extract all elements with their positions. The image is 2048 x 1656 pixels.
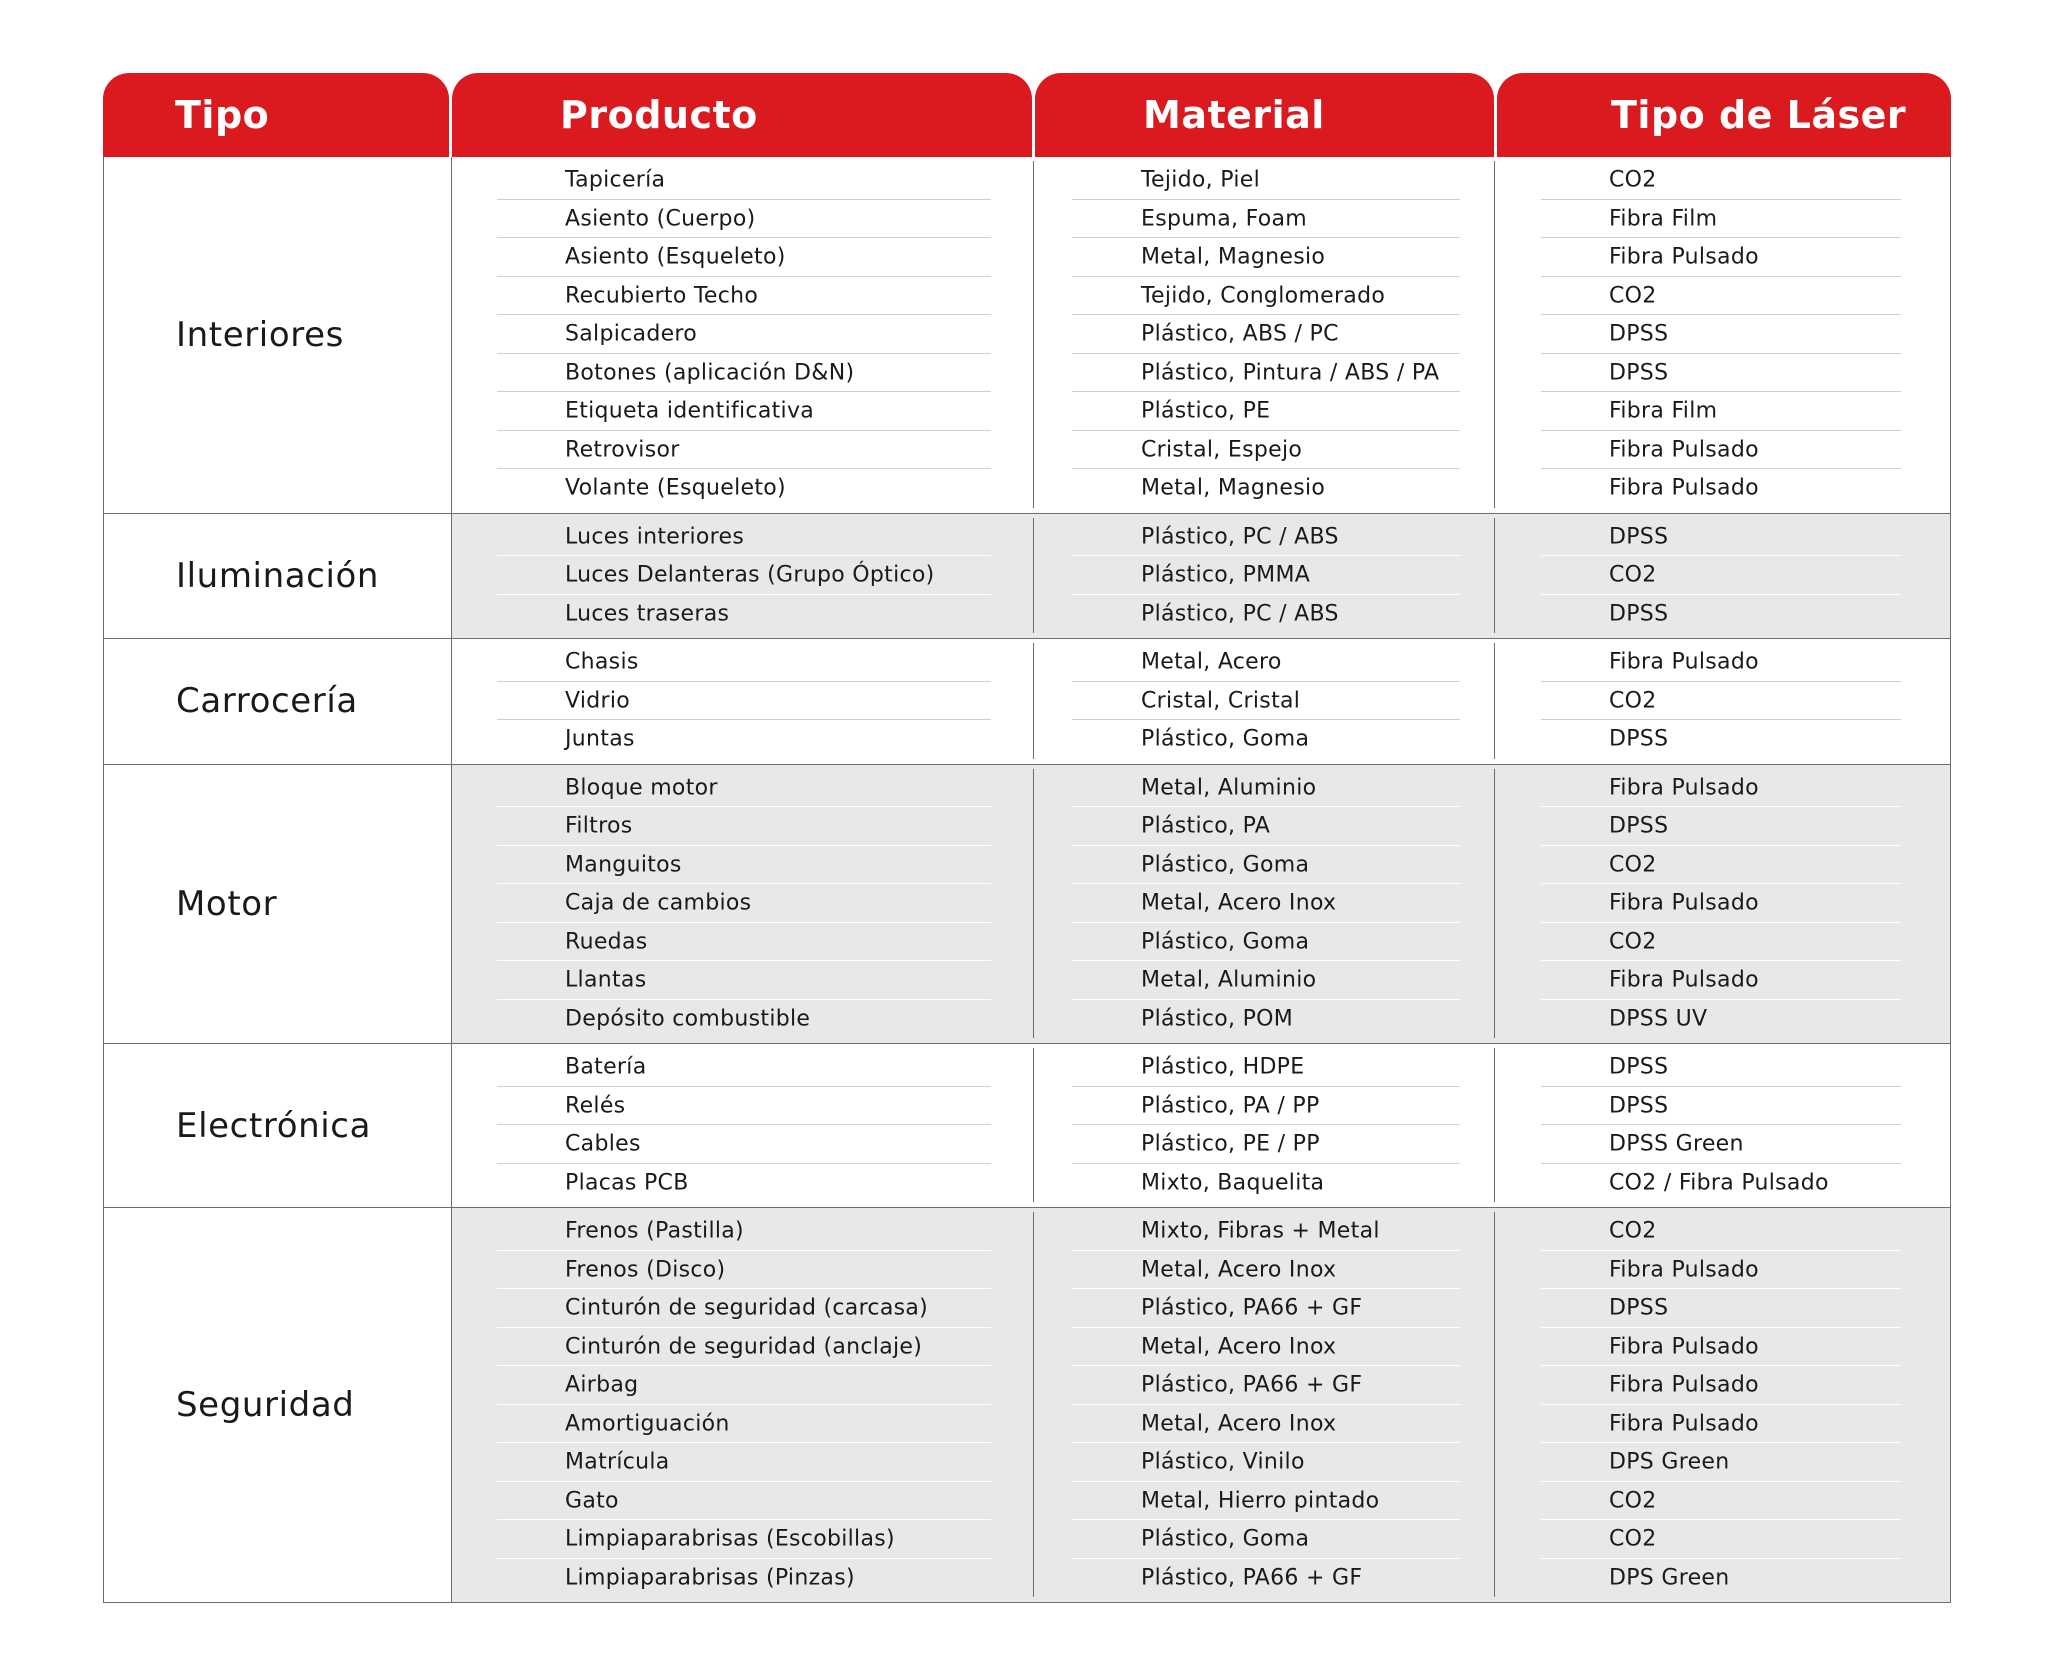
table-row: [452, 1212, 1950, 1251]
product-cell: [452, 923, 1034, 962]
material-cell-text: Tejido, Piel: [1141, 167, 1261, 193]
category-rows: [452, 1208, 1950, 1602]
category-rows: [452, 639, 1950, 764]
product-cell-text: Etiqueta identificativa: [565, 398, 815, 424]
product-cell-text: Tapicería: [565, 167, 666, 193]
laser-type-cell: [1495, 469, 1950, 508]
laser-type-cell-text: CO2: [1609, 1526, 1657, 1552]
table-row: [452, 1482, 1950, 1521]
laser-type-cell: [1495, 961, 1950, 1000]
table-row: [452, 961, 1950, 1000]
material-cell-text: Metal, Acero Inox: [1141, 890, 1337, 916]
laser-type-cell-text: Fibra Pulsado: [1609, 967, 1759, 993]
table-row: [452, 1164, 1950, 1203]
category-group: [104, 513, 1950, 639]
product-cell-text: Limpiaparabrisas (Pinzas): [565, 1565, 855, 1591]
material-cell-text: Metal, Magnesio: [1141, 244, 1326, 270]
laser-type-cell: [1495, 884, 1950, 923]
category-group: [104, 638, 1950, 764]
material-cell-text: Plástico, PA: [1141, 813, 1271, 839]
product-cell: [452, 469, 1034, 508]
table-row: [452, 161, 1950, 200]
laser-type-cell-text: Fibra Pulsado: [1609, 1411, 1759, 1437]
product-cell: [452, 1087, 1034, 1126]
material-cell: [1034, 1482, 1495, 1521]
laser-type-cell: [1495, 518, 1950, 557]
laser-type-cell-text: Fibra Film: [1609, 398, 1718, 424]
material-cell: [1034, 1212, 1495, 1251]
product-cell-text: Amortiguación: [565, 1411, 730, 1437]
laser-type-cell-text: DPSS: [1609, 813, 1669, 839]
product-cell-text: Manguitos: [565, 852, 682, 878]
table-row: [452, 720, 1950, 759]
laser-type-cell-text: DPSS: [1609, 524, 1669, 550]
material-cell-text: Plástico, Goma: [1141, 852, 1310, 878]
product-cell-text: Vidrio: [565, 688, 631, 714]
product-cell-text: Luces traseras: [565, 601, 730, 627]
laser-type-cell-text: DPSS: [1609, 601, 1669, 627]
table-row: [452, 643, 1950, 682]
table-row: [452, 1125, 1950, 1164]
material-cell-text: Cristal, Cristal: [1141, 688, 1301, 714]
product-cell-text: Cinturón de seguridad (carcasa): [565, 1295, 929, 1321]
material-cell: [1034, 200, 1495, 239]
product-cell: [452, 200, 1034, 239]
table-row: [452, 846, 1950, 885]
header-tipo: Tipo: [103, 73, 449, 157]
laser-type-cell-text: Fibra Pulsado: [1609, 775, 1759, 801]
laser-type-cell: [1495, 1520, 1950, 1559]
product-cell: [452, 1482, 1034, 1521]
category-rows: [452, 157, 1950, 513]
category-rows: [452, 1044, 1950, 1207]
product-cell-text: Placas PCB: [565, 1170, 689, 1196]
table-row: [452, 1289, 1950, 1328]
material-cell: [1034, 595, 1495, 634]
product-cell-text: Bloque motor: [565, 775, 718, 801]
material-cell: [1034, 354, 1495, 393]
table-row: [452, 1000, 1950, 1039]
laser-type-cell: [1495, 1212, 1950, 1251]
laser-type-cell-text: Fibra Pulsado: [1609, 890, 1759, 916]
laser-type-cell: [1495, 556, 1950, 595]
table-row: [452, 1048, 1950, 1087]
product-cell: [452, 720, 1034, 759]
category-label: Seguridad: [104, 1208, 452, 1602]
table-row: [452, 277, 1950, 316]
material-cell: [1034, 1328, 1495, 1367]
laser-type-cell: [1495, 1048, 1950, 1087]
material-cell-text: Plástico, Goma: [1141, 929, 1310, 955]
material-cell-text: Espuma, Foam: [1141, 206, 1308, 232]
table-row: [452, 1366, 1950, 1405]
material-cell: [1034, 238, 1495, 277]
material-cell-text: Plástico, HDPE: [1141, 1054, 1305, 1080]
category-rows: [452, 765, 1950, 1044]
table-row: [452, 1328, 1950, 1367]
product-cell: [452, 354, 1034, 393]
laser-type-cell-text: Fibra Pulsado: [1609, 1372, 1759, 1398]
product-cell: [452, 961, 1034, 1000]
product-cell-text: Limpiaparabrisas (Escobillas): [565, 1526, 895, 1552]
product-cell: [452, 1289, 1034, 1328]
material-cell: [1034, 720, 1495, 759]
material-cell-text: Plástico, Goma: [1141, 726, 1310, 752]
material-cell-text: Tejido, Conglomerado: [1141, 283, 1386, 309]
category-group: [104, 1207, 1950, 1602]
product-cell: [452, 1125, 1034, 1164]
product-cell-text: Caja de cambios: [565, 890, 752, 916]
material-cell-text: Mixto, Baquelita: [1141, 1170, 1325, 1196]
product-cell: [452, 643, 1034, 682]
product-cell: [452, 1366, 1034, 1405]
material-cell-text: Plástico, PC / ABS: [1141, 524, 1339, 550]
material-cell-text: Plástico, POM: [1141, 1006, 1294, 1032]
table-row: [452, 1251, 1950, 1290]
product-cell: [452, 1520, 1034, 1559]
laser-type-cell-text: Fibra Pulsado: [1609, 475, 1759, 501]
material-cell: [1034, 961, 1495, 1000]
laser-type-cell: [1495, 315, 1950, 354]
laser-type-cell-text: DPSS: [1609, 1093, 1669, 1119]
product-cell-text: Cinturón de seguridad (anclaje): [565, 1334, 923, 1360]
table-row: [452, 354, 1950, 393]
material-cell-text: Cristal, Espejo: [1141, 437, 1303, 463]
table-body: [103, 157, 1951, 1603]
table-row: [452, 469, 1950, 508]
table-row: [452, 1405, 1950, 1444]
laser-type-cell: [1495, 769, 1950, 808]
laser-type-cell-text: DPSS UV: [1609, 1006, 1708, 1032]
material-cell-text: Plástico, Goma: [1141, 1526, 1310, 1552]
product-cell: [452, 1328, 1034, 1367]
material-cell: [1034, 556, 1495, 595]
laser-type-cell: [1495, 595, 1950, 634]
laser-type-cell: [1495, 682, 1950, 721]
product-cell: [452, 431, 1034, 470]
product-cell-text: Batería: [565, 1054, 647, 1080]
table-row: [452, 200, 1950, 239]
table-row: [452, 595, 1950, 634]
laser-type-cell-text: DPSS: [1609, 1295, 1669, 1321]
product-cell-text: Ruedas: [565, 929, 648, 955]
material-cell-text: Plástico, PA66 + GF: [1141, 1565, 1363, 1591]
laser-type-cell: [1495, 161, 1950, 200]
laser-type-cell-text: DPSS: [1609, 726, 1669, 752]
material-cell-text: Metal, Aluminio: [1141, 775, 1317, 801]
material-cell: [1034, 923, 1495, 962]
table-row: [452, 884, 1950, 923]
product-cell-text: Cables: [565, 1131, 641, 1157]
product-cell: [452, 1048, 1034, 1087]
material-cell: [1034, 1366, 1495, 1405]
laser-type-cell-text: CO2: [1609, 929, 1657, 955]
laser-type-cell: [1495, 1125, 1950, 1164]
laser-type-cell-text: Fibra Pulsado: [1609, 1334, 1759, 1360]
product-cell: [452, 392, 1034, 431]
product-cell: [452, 595, 1034, 634]
laser-type-cell: [1495, 1000, 1950, 1039]
laser-type-cell: [1495, 277, 1950, 316]
header-tipo-laser: Tipo de Láser: [1497, 73, 1951, 157]
laser-type-cell: [1495, 1405, 1950, 1444]
material-cell: [1034, 682, 1495, 721]
material-cell: [1034, 1520, 1495, 1559]
laser-type-cell-text: DPSS: [1609, 321, 1669, 347]
product-cell: [452, 807, 1034, 846]
material-cell: [1034, 392, 1495, 431]
table-row: [452, 1087, 1950, 1126]
product-cell: [452, 1251, 1034, 1290]
laser-type-cell: [1495, 643, 1950, 682]
material-cell-text: Mixto, Fibras + Metal: [1141, 1218, 1380, 1244]
product-cell-text: Gato: [565, 1488, 619, 1514]
table-header: [103, 73, 1951, 157]
laser-type-cell-text: Fibra Film: [1609, 206, 1718, 232]
material-cell: [1034, 1048, 1495, 1087]
product-cell-text: Relés: [565, 1093, 626, 1119]
laser-type-cell-text: CO2: [1609, 1488, 1657, 1514]
category-group: [104, 157, 1950, 513]
header-material: Material: [1035, 73, 1494, 157]
laser-type-cell: [1495, 923, 1950, 962]
laser-type-cell: [1495, 1087, 1950, 1126]
material-cell: [1034, 1164, 1495, 1203]
product-cell-text: Volante (Esqueleto): [565, 475, 786, 501]
header-producto: Producto: [452, 73, 1032, 157]
product-cell-text: Airbag: [565, 1372, 639, 1398]
table-row: [452, 315, 1950, 354]
material-cell-text: Plástico, PA / PP: [1141, 1093, 1320, 1119]
table-row: [452, 392, 1950, 431]
laser-type-cell: [1495, 1328, 1950, 1367]
category-rows: [452, 514, 1950, 639]
product-cell: [452, 1559, 1034, 1598]
material-cell-text: Plástico, PE / PP: [1141, 1131, 1320, 1157]
category-group: [104, 1043, 1950, 1207]
material-cell: [1034, 1289, 1495, 1328]
table-row: [452, 769, 1950, 808]
laser-type-cell: [1495, 1164, 1950, 1203]
laser-type-cell: [1495, 1559, 1950, 1598]
laser-type-cell: [1495, 431, 1950, 470]
category-label: Motor: [104, 765, 452, 1044]
material-cell-text: Plástico, PA66 + GF: [1141, 1295, 1363, 1321]
material-cell-text: Metal, Magnesio: [1141, 475, 1326, 501]
laser-type-cell: [1495, 1482, 1950, 1521]
category-label: Electrónica: [104, 1044, 452, 1207]
product-cell: [452, 1405, 1034, 1444]
laser-type-cell-text: CO2: [1609, 562, 1657, 588]
laser-type-cell: [1495, 354, 1950, 393]
material-cell: [1034, 846, 1495, 885]
material-cell: [1034, 884, 1495, 923]
product-cell: [452, 1000, 1034, 1039]
product-cell: [452, 1212, 1034, 1251]
product-cell-text: Filtros: [565, 813, 633, 839]
product-cell: [452, 769, 1034, 808]
table-row: [452, 1443, 1950, 1482]
table-row: [452, 1559, 1950, 1598]
laser-type-cell-text: DPS Green: [1609, 1449, 1730, 1475]
laser-type-cell-text: CO2: [1609, 852, 1657, 878]
product-cell: [452, 315, 1034, 354]
material-cell-text: Plástico, Vinilo: [1141, 1449, 1305, 1475]
material-cell: [1034, 1087, 1495, 1126]
product-cell-text: Salpicadero: [565, 321, 698, 347]
material-cell-text: Metal, Acero Inox: [1141, 1411, 1337, 1437]
product-cell-text: Depósito combustible: [565, 1006, 811, 1032]
laser-type-cell-text: CO2: [1609, 1218, 1657, 1244]
material-cell-text: Metal, Aluminio: [1141, 967, 1317, 993]
material-cell: [1034, 1559, 1495, 1598]
material-cell-text: Metal, Acero Inox: [1141, 1334, 1337, 1360]
product-cell-text: Asiento (Cuerpo): [565, 206, 756, 232]
product-cell: [452, 161, 1034, 200]
product-cell-text: Asiento (Esqueleto): [565, 244, 786, 270]
laser-type-cell: [1495, 238, 1950, 277]
laser-type-cell: [1495, 1443, 1950, 1482]
table-row: [452, 1520, 1950, 1559]
category-group: [104, 764, 1950, 1044]
product-cell-text: Luces interiores: [565, 524, 745, 550]
material-cell: [1034, 643, 1495, 682]
category-label: Iluminación: [104, 514, 452, 639]
category-label: Interiores: [104, 157, 452, 513]
table-row: [452, 238, 1950, 277]
material-cell: [1034, 1405, 1495, 1444]
laser-type-cell: [1495, 392, 1950, 431]
laser-type-cell-text: DPSS: [1609, 1054, 1669, 1080]
product-cell-text: Luces Delanteras (Grupo Óptico): [565, 562, 935, 588]
laser-type-cell-text: DPSS: [1609, 360, 1669, 386]
laser-type-cell: [1495, 1251, 1950, 1290]
laser-type-cell: [1495, 720, 1950, 759]
product-cell: [452, 238, 1034, 277]
laser-type-cell: [1495, 1366, 1950, 1405]
material-cell: [1034, 807, 1495, 846]
product-cell-text: Recubierto Techo: [565, 283, 759, 309]
laser-applications-table: [103, 73, 1951, 1603]
category-label: Carrocería: [104, 639, 452, 764]
product-cell: [452, 556, 1034, 595]
laser-type-cell-text: Fibra Pulsado: [1609, 649, 1759, 675]
material-cell: [1034, 1000, 1495, 1039]
laser-type-cell-text: CO2: [1609, 688, 1657, 714]
material-cell: [1034, 1251, 1495, 1290]
material-cell-text: Plástico, Pintura / ABS / PA: [1141, 360, 1440, 386]
product-cell: [452, 1443, 1034, 1482]
product-cell-text: Frenos (Pastilla): [565, 1218, 744, 1244]
material-cell: [1034, 277, 1495, 316]
laser-type-cell: [1495, 1289, 1950, 1328]
product-cell-text: Frenos (Disco): [565, 1257, 726, 1283]
material-cell-text: Metal, Hierro pintado: [1141, 1488, 1380, 1514]
table-row: [452, 431, 1950, 470]
laser-type-cell: [1495, 200, 1950, 239]
material-cell: [1034, 315, 1495, 354]
table-row: [452, 556, 1950, 595]
product-cell-text: Botones (aplicación D&N): [565, 360, 855, 386]
table-row: [452, 807, 1950, 846]
material-cell: [1034, 518, 1495, 557]
material-cell: [1034, 1125, 1495, 1164]
product-cell: [452, 682, 1034, 721]
product-cell: [452, 884, 1034, 923]
material-cell: [1034, 161, 1495, 200]
laser-type-cell-text: DPS Green: [1609, 1565, 1730, 1591]
table-row: [452, 923, 1950, 962]
table-row: [452, 518, 1950, 557]
material-cell: [1034, 769, 1495, 808]
product-cell: [452, 277, 1034, 316]
product-cell-text: Matrícula: [565, 1449, 670, 1475]
table-row: [452, 682, 1950, 721]
laser-type-cell-text: CO2 / Fibra Pulsado: [1609, 1170, 1829, 1196]
product-cell-text: Chasis: [565, 649, 639, 675]
product-cell: [452, 846, 1034, 885]
material-cell-text: Plástico, PC / ABS: [1141, 601, 1339, 627]
material-cell-text: Metal, Acero Inox: [1141, 1257, 1337, 1283]
material-cell-text: Plástico, PE: [1141, 398, 1271, 424]
material-cell: [1034, 431, 1495, 470]
product-cell: [452, 1164, 1034, 1203]
product-cell: [452, 518, 1034, 557]
product-cell-text: Retrovisor: [565, 437, 680, 463]
laser-type-cell-text: CO2: [1609, 167, 1657, 193]
laser-type-cell-text: CO2: [1609, 283, 1657, 309]
laser-type-cell-text: Fibra Pulsado: [1609, 244, 1759, 270]
material-cell: [1034, 1443, 1495, 1482]
material-cell: [1034, 469, 1495, 508]
product-cell-text: Llantas: [565, 967, 647, 993]
material-cell-text: Metal, Acero: [1141, 649, 1282, 675]
laser-type-cell: [1495, 807, 1950, 846]
material-cell-text: Plástico, PMMA: [1141, 562, 1311, 588]
laser-type-cell-text: DPSS Green: [1609, 1131, 1744, 1157]
laser-type-cell-text: Fibra Pulsado: [1609, 1257, 1759, 1283]
product-cell-text: Juntas: [565, 726, 635, 752]
material-cell-text: Plástico, PA66 + GF: [1141, 1372, 1363, 1398]
material-cell-text: Plástico, ABS / PC: [1141, 321, 1339, 347]
laser-type-cell: [1495, 846, 1950, 885]
laser-type-cell-text: Fibra Pulsado: [1609, 437, 1759, 463]
